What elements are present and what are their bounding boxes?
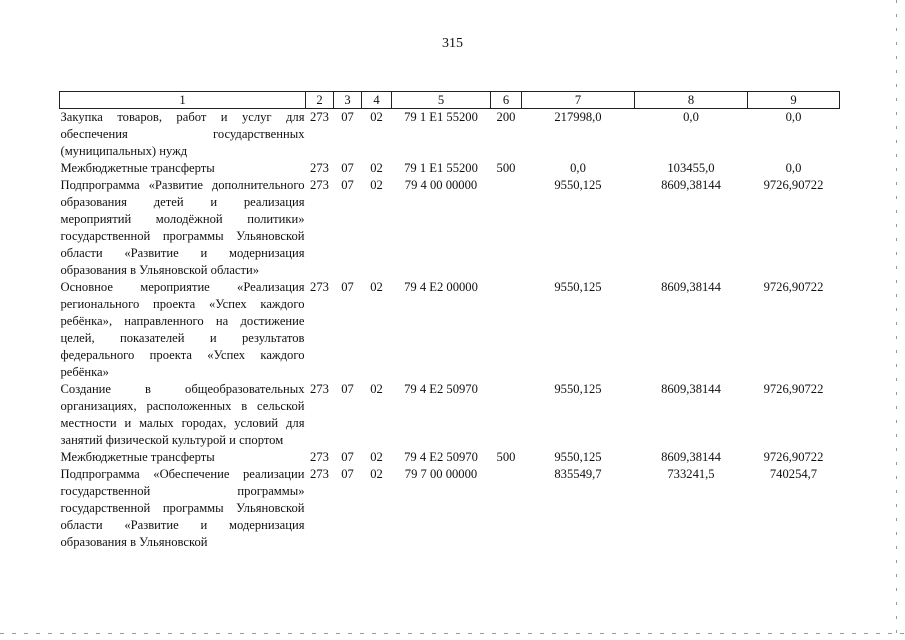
column-header-4: 4 — [362, 92, 392, 109]
table-row — [60, 466, 840, 551]
row-cell-col-2: 273 — [310, 467, 329, 481]
row-cell-col-9: 0,0 — [785, 110, 802, 124]
row-cell-col-5: 79 4 E2 00000 — [404, 280, 478, 294]
row-cell-col-5: 79 1 E1 55200 — [404, 110, 478, 124]
row-cell-col-7: 9550,125 — [554, 280, 602, 294]
scan-edge-bottom — [0, 633, 905, 634]
row-cell-col-8: 103455,0 — [667, 161, 715, 175]
row-cell-col-4: 02 — [370, 450, 383, 464]
row-cell-col-9: 9726,90722 — [763, 382, 824, 396]
row-cell-col-3: 07 — [341, 110, 354, 124]
table-row — [60, 160, 840, 177]
row-cell-col-7: 0,0 — [570, 161, 586, 175]
scan-edge-right — [896, 0, 897, 640]
table-row — [60, 279, 840, 381]
row-cell-col-6 — [491, 466, 522, 551]
row-cell-col-5: 79 4 00 00000 — [404, 178, 478, 192]
row-cell-col-8: 8609,38144 — [661, 178, 721, 192]
row-cell-col-2: 273 — [310, 110, 329, 124]
row-name-cell: Основное мероприятие «Реализация регионального проекта «Успех каждого ребёнка», направленного на достижение целей, показателей и результатов федерального проекта «Успех каждого ребёнка» — [60, 280, 305, 379]
row-cell-col-7: 9550,125 — [554, 178, 602, 192]
column-header-1: 1 — [60, 92, 306, 109]
row-cell-col-8: 0,0 — [683, 110, 699, 124]
row-name-cell: Закупка товаров, работ и услуг для обеспечения государственных (муниципальных) нужд — [60, 110, 305, 158]
row-cell-col-6: 500 — [496, 450, 516, 464]
row-cell-col-4: 02 — [370, 382, 383, 396]
row-cell-col-6 — [491, 381, 522, 449]
row-cell-col-2: 273 — [310, 382, 329, 396]
row-name-cell: Создание в общеобразовательных организациях, расположенных в сельской местности и малых городах, условий для занятий физической культурой и спортом — [60, 382, 305, 447]
table-row — [60, 449, 840, 466]
row-cell-col-2: 273 — [310, 178, 329, 192]
row-cell-col-6 — [491, 279, 522, 381]
row-cell-col-4: 02 — [370, 161, 383, 175]
row-cell-col-9: 9726,90722 — [763, 280, 824, 294]
row-cell-col-2: 273 — [310, 161, 329, 175]
table-row — [60, 109, 840, 161]
row-cell-col-3: 07 — [341, 280, 354, 294]
row-cell-col-3: 07 — [341, 178, 354, 192]
row-name-cell: Подпрограмма «Развитие дополнительного образования детей и реализация мероприятий молодёжной политики» государственной программы Ульяновской области «Развитие и модернизация образования в Ульяновской области» — [60, 178, 305, 277]
row-cell-col-6: 500 — [496, 161, 516, 175]
table-row — [60, 177, 840, 279]
row-cell-col-3: 07 — [341, 161, 354, 175]
column-header-5: 5 — [392, 92, 491, 109]
row-cell-col-3: 07 — [341, 382, 354, 396]
row-cell-col-5: 79 4 E2 50970 — [404, 450, 478, 464]
row-cell-col-8: 8609,38144 — [661, 450, 721, 464]
row-cell-col-9: 740254,7 — [769, 467, 818, 481]
row-name-cell: Межбюджетные трансферты — [60, 161, 215, 175]
row-cell-col-3: 07 — [341, 450, 354, 464]
row-cell-col-9: 9726,90722 — [763, 450, 824, 464]
row-cell-col-4: 02 — [370, 280, 383, 294]
column-header-7: 7 — [522, 92, 635, 109]
table-header-row — [60, 92, 840, 109]
row-cell-col-5: 79 7 00 00000 — [404, 467, 478, 481]
row-cell-col-6 — [491, 177, 522, 279]
budget-table — [59, 91, 840, 551]
row-cell-col-8: 8609,38144 — [661, 382, 721, 396]
row-cell-col-6: 200 — [496, 110, 516, 124]
row-cell-col-7: 9550,125 — [554, 382, 602, 396]
row-cell-col-5: 79 1 E1 55200 — [404, 161, 478, 175]
row-cell-col-7: 835549,7 — [554, 467, 602, 481]
column-header-6: 6 — [491, 92, 522, 109]
row-cell-col-4: 02 — [370, 178, 383, 192]
column-header-3: 3 — [334, 92, 362, 109]
row-cell-col-7: 217998,0 — [554, 110, 602, 124]
row-cell-col-4: 02 — [370, 467, 383, 481]
row-cell-col-8: 733241,5 — [667, 467, 715, 481]
row-name-cell: Межбюджетные трансферты — [60, 450, 215, 464]
row-cell-col-7: 9550,125 — [554, 450, 602, 464]
row-cell-col-9: 9726,90722 — [763, 178, 824, 192]
page-number: 315 — [442, 36, 463, 51]
row-cell-col-3: 07 — [341, 467, 354, 481]
row-cell-col-2: 273 — [310, 280, 329, 294]
row-cell-col-2: 273 — [310, 450, 329, 464]
column-header-8: 8 — [635, 92, 748, 109]
column-header-9: 9 — [748, 92, 840, 109]
row-cell-col-8: 8609,38144 — [661, 280, 721, 294]
row-cell-col-9: 0,0 — [785, 161, 802, 175]
table-body — [60, 109, 840, 552]
row-name-cell: Подпрограмма «Обеспечение реализации государственной программы» государственной программы Ульяновской области «Развитие и модернизация образования в Ульяновской — [60, 467, 305, 549]
row-cell-col-4: 02 — [370, 110, 383, 124]
row-cell-col-5: 79 4 E2 50970 — [404, 382, 478, 396]
table-row — [60, 381, 840, 449]
column-header-2: 2 — [306, 92, 334, 109]
